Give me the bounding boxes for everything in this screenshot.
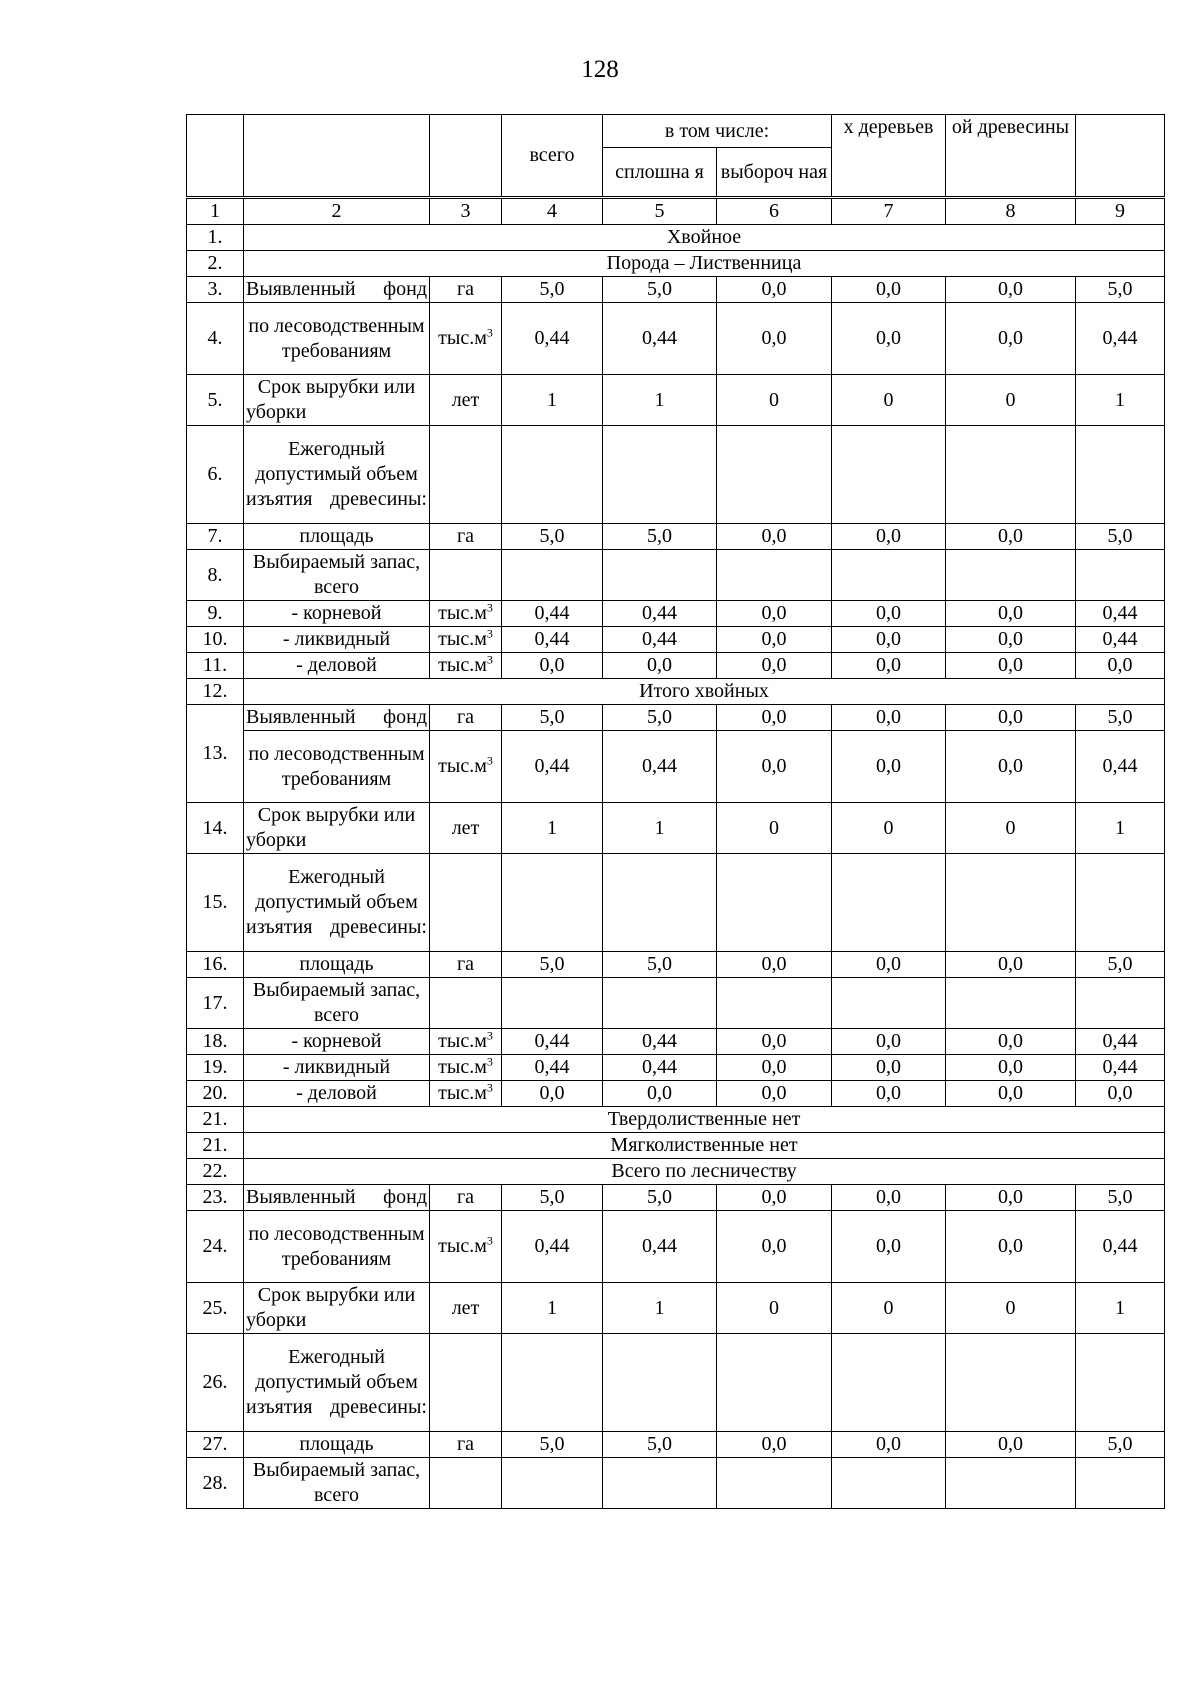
row-label: Выбираемый запас, всего: [244, 1458, 430, 1509]
header-col3-blank: [430, 115, 502, 198]
value-cell: 0,44: [603, 1055, 717, 1081]
unit-cell: [430, 854, 502, 952]
value-cell: 1: [603, 375, 717, 426]
unit-text: тыс.м: [438, 1235, 487, 1257]
value-cell: 0,44: [1076, 627, 1165, 653]
value-cell: 0,0: [717, 627, 832, 653]
value-cell: 0,0: [946, 705, 1076, 731]
header-col9-blank: [1076, 115, 1165, 198]
unit-cell: [430, 978, 502, 1029]
row-label: - ликвидный: [244, 627, 430, 653]
column-number: 8: [946, 198, 1076, 225]
value-cell: 0,0: [946, 1029, 1076, 1055]
value-cell: 1: [603, 803, 717, 854]
value-cell: [946, 426, 1076, 524]
value-cell: [946, 1334, 1076, 1432]
value-cell: 0: [946, 1283, 1076, 1334]
value-cell: 0,0: [832, 731, 946, 803]
value-cell: [832, 1334, 946, 1432]
value-cell: 5,0: [603, 952, 717, 978]
unit-text: тыс.м: [438, 654, 487, 676]
value-cell: 0,0: [946, 1211, 1076, 1283]
value-cell: 0,0: [946, 303, 1076, 375]
value-cell: 0: [946, 803, 1076, 854]
value-cell: 0: [717, 375, 832, 426]
table-row: [187, 524, 1165, 550]
table-row: [187, 1432, 1165, 1458]
unit-cell: [430, 803, 502, 854]
value-cell: 1: [502, 803, 603, 854]
row-label: площадь: [244, 524, 430, 550]
value-cell: 0,0: [832, 952, 946, 978]
value-cell: 0,44: [1076, 731, 1165, 803]
unit-cell: [430, 1458, 502, 1509]
value-cell: [717, 854, 832, 952]
value-cell: 5,0: [502, 524, 603, 550]
value-cell: 1: [1076, 803, 1165, 854]
value-cell: [603, 1334, 717, 1432]
row-number: 6.: [187, 426, 244, 524]
column-number: 5: [603, 198, 717, 225]
value-cell: 0: [832, 803, 946, 854]
value-cell: 0,0: [946, 731, 1076, 803]
row-number: 16.: [187, 952, 244, 978]
value-cell: 5,0: [1076, 277, 1165, 303]
value-cell: 5,0: [1076, 1185, 1165, 1211]
section-row: [187, 225, 1165, 251]
column-number: 7: [832, 198, 946, 225]
unit-text: лет: [451, 1296, 480, 1319]
value-cell: 0,44: [603, 731, 717, 803]
row-label: Выявленный фонд: [244, 277, 430, 303]
unit-cell: га: [430, 1185, 502, 1211]
column-number: 9: [1076, 198, 1165, 225]
row-number: 1.: [187, 225, 244, 251]
row-number: 28.: [187, 1458, 244, 1509]
value-cell: 0,44: [1076, 1211, 1165, 1283]
value-cell: 0,0: [946, 524, 1076, 550]
value-cell: 0,44: [502, 1055, 603, 1081]
table-row: [187, 731, 1165, 803]
value-cell: [502, 426, 603, 524]
row-number: 8.: [187, 550, 244, 601]
value-cell: 5,0: [502, 1432, 603, 1458]
header-col7: х деревьев: [832, 115, 946, 198]
value-cell: 0,44: [603, 1029, 717, 1055]
value-cell: 5,0: [502, 952, 603, 978]
unit-text: тыс.м: [438, 1056, 487, 1078]
row-label: Срок вырубки или уборки: [244, 375, 430, 426]
value-cell: 0,0: [717, 952, 832, 978]
value-cell: 1: [1076, 1283, 1165, 1334]
unit-text: тыс.м: [438, 628, 487, 650]
value-cell: 5,0: [502, 1185, 603, 1211]
unit-cell: [430, 1283, 502, 1334]
table-row: [187, 601, 1165, 627]
value-cell: 0,0: [717, 1029, 832, 1055]
value-cell: 5,0: [603, 1432, 717, 1458]
value-cell: [1076, 426, 1165, 524]
row-number: 9.: [187, 601, 244, 627]
row-label: по лесоводственным требованиям: [244, 1211, 430, 1283]
value-cell: 0,0: [717, 303, 832, 375]
row-number: 18.: [187, 1029, 244, 1055]
value-cell: [832, 550, 946, 601]
row-label: Ежегодный допустимый объем изъятия древесины:: [244, 426, 430, 524]
value-cell: [502, 978, 603, 1029]
value-cell: 0,0: [832, 524, 946, 550]
value-cell: 0,0: [1076, 1081, 1165, 1107]
table-row: [187, 550, 1165, 601]
value-cell: [1076, 1458, 1165, 1509]
value-cell: 0,0: [717, 277, 832, 303]
row-number: 2.: [187, 251, 244, 277]
value-cell: [832, 1458, 946, 1509]
table-row: [187, 1055, 1165, 1081]
unit-cell: га: [430, 277, 502, 303]
unit-text: тыс.м: [438, 1082, 487, 1104]
value-cell: 0,0: [946, 1055, 1076, 1081]
unit-cell: $тыс.м^3$: [430, 1029, 502, 1055]
row-label: - деловой: [244, 653, 430, 679]
table-row: [187, 1185, 1165, 1211]
row-label: по лесоводственным требованиям: [244, 303, 430, 375]
value-cell: 0,44: [603, 1211, 717, 1283]
value-cell: [1076, 854, 1165, 952]
value-cell: 0,0: [832, 1211, 946, 1283]
row-number: 5.: [187, 375, 244, 426]
value-cell: 0,0: [717, 1211, 832, 1283]
unit-cell: [430, 524, 502, 550]
column-number: 3: [430, 198, 502, 225]
unit-cell: [430, 426, 502, 524]
value-cell: [603, 1458, 717, 1509]
value-cell: 0,0: [717, 1055, 832, 1081]
row-label: Выявленный фонд: [244, 1185, 430, 1211]
row-label: - корневой: [244, 1029, 430, 1055]
table-row: [187, 426, 1165, 524]
value-cell: [717, 978, 832, 1029]
table-row: [187, 803, 1165, 854]
value-cell: 5,0: [603, 1185, 717, 1211]
value-cell: [603, 426, 717, 524]
value-cell: 0,0: [717, 653, 832, 679]
value-cell: 0,44: [502, 731, 603, 803]
value-cell: 0,44: [1076, 1055, 1165, 1081]
value-cell: 0,0: [832, 1432, 946, 1458]
value-cell: [502, 1458, 603, 1509]
unit-cell: га: [430, 705, 502, 731]
table-row: [187, 277, 1165, 303]
row-label: по лесоводственным требованиям: [244, 731, 430, 803]
unit-cell: $тыс.м^3$: [430, 303, 502, 375]
row-label: площадь: [244, 1432, 430, 1458]
section-row: [187, 251, 1165, 277]
unit-text: тыс.м: [438, 327, 487, 349]
row-label: Выбираемый запас, всего: [244, 978, 430, 1029]
table-row: [187, 1081, 1165, 1107]
header-clear-cut: сплошна я: [603, 148, 717, 198]
row-number: 7.: [187, 524, 244, 550]
row-number: 24.: [187, 1211, 244, 1283]
section-row: [187, 1159, 1165, 1185]
unit-text: га: [456, 525, 475, 547]
value-cell: 0,0: [832, 277, 946, 303]
unit-text: лет: [451, 388, 480, 411]
value-cell: 0,0: [717, 705, 832, 731]
unit-cell: $тыс.м^3$: [430, 601, 502, 627]
value-cell: 0,0: [717, 1185, 832, 1211]
table-row: [187, 1283, 1165, 1334]
value-cell: 0,0: [946, 653, 1076, 679]
row-number: 27.: [187, 1432, 244, 1458]
row-label: Ежегодный допустимый объем изъятия древесины:: [244, 854, 430, 952]
column-number: 1: [187, 198, 244, 225]
row-number: 11.: [187, 653, 244, 679]
section-row: [187, 1107, 1165, 1133]
section-title: Хвойное: [244, 225, 1165, 251]
value-cell: 0,44: [603, 601, 717, 627]
value-cell: 5,0: [1076, 524, 1165, 550]
value-cell: [946, 978, 1076, 1029]
value-cell: 0,44: [1076, 303, 1165, 375]
value-cell: 0: [946, 375, 1076, 426]
value-cell: 5,0: [1076, 705, 1165, 731]
value-cell: 0,0: [603, 1081, 717, 1107]
header-col8: ой древесины: [946, 115, 1076, 198]
value-cell: 1: [1076, 375, 1165, 426]
value-cell: 0,0: [946, 952, 1076, 978]
value-cell: 0,0: [502, 1081, 603, 1107]
header-col2-blank: [244, 115, 430, 198]
table-row: [187, 854, 1165, 952]
row-number: 14.: [187, 803, 244, 854]
table-row: [187, 1029, 1165, 1055]
value-cell: [832, 978, 946, 1029]
table-row: [187, 978, 1165, 1029]
unit-cell: [430, 550, 502, 601]
table-row: [187, 1334, 1165, 1432]
column-number: 4: [502, 198, 603, 225]
table-row: [187, 627, 1165, 653]
value-cell: [832, 854, 946, 952]
forest-fund-table: [186, 114, 1165, 1509]
value-cell: 0,44: [1076, 601, 1165, 627]
table-row: [187, 375, 1165, 426]
value-cell: 0,44: [502, 1211, 603, 1283]
unit-cell: [430, 375, 502, 426]
value-cell: 0,0: [832, 653, 946, 679]
header-including: в том числе:: [603, 115, 832, 148]
value-cell: [832, 426, 946, 524]
row-number: 23.: [187, 1185, 244, 1211]
value-cell: 0,0: [832, 1055, 946, 1081]
value-cell: 0,0: [946, 601, 1076, 627]
value-cell: [603, 978, 717, 1029]
unit-cell: [430, 1334, 502, 1432]
value-cell: 0,0: [946, 1081, 1076, 1107]
row-number: 20.: [187, 1081, 244, 1107]
table-row: [187, 952, 1165, 978]
value-cell: [1076, 1334, 1165, 1432]
value-cell: [1076, 550, 1165, 601]
unit-cell: $тыс.м^3$: [430, 1081, 502, 1107]
value-cell: 5,0: [502, 705, 603, 731]
value-cell: 0: [832, 375, 946, 426]
value-cell: [946, 550, 1076, 601]
section-title: Порода – Лиственница: [244, 251, 1165, 277]
table-row: [187, 705, 1165, 731]
value-cell: 0,0: [832, 303, 946, 375]
value-cell: 0,0: [717, 601, 832, 627]
row-number: 21.: [187, 1133, 244, 1159]
value-cell: 0,44: [502, 303, 603, 375]
column-number: 6: [717, 198, 832, 225]
value-cell: 0: [717, 803, 832, 854]
value-cell: 0,0: [717, 1432, 832, 1458]
unit-text: тыс.м: [438, 755, 487, 777]
header-col1-blank: [187, 115, 244, 198]
table-row: [187, 1458, 1165, 1509]
row-label: Срок вырубки или уборки: [244, 1283, 430, 1334]
value-cell: [946, 1458, 1076, 1509]
unit-cell: $тыс.м^3$: [430, 627, 502, 653]
value-cell: 0,0: [946, 627, 1076, 653]
row-label: Ежегодный допустимый объем изъятия древесины:: [244, 1334, 430, 1432]
value-cell: 0,0: [946, 1185, 1076, 1211]
unit-cell: [430, 952, 502, 978]
unit-text: га: [456, 1433, 475, 1455]
row-number: 22.: [187, 1159, 244, 1185]
row-number: 21.: [187, 1107, 244, 1133]
value-cell: [603, 550, 717, 601]
row-number: 26.: [187, 1334, 244, 1432]
row-label: Выбираемый запас, всего: [244, 550, 430, 601]
unit-cell: $тыс.м^3$: [430, 653, 502, 679]
value-cell: 0,0: [832, 627, 946, 653]
value-cell: [717, 550, 832, 601]
value-cell: 0,0: [946, 277, 1076, 303]
header-selective: выбороч ная: [717, 148, 832, 198]
column-number: 2: [244, 198, 430, 225]
unit-cell: $тыс.м^3$: [430, 1055, 502, 1081]
section-title: Твердолиственные нет: [244, 1107, 1165, 1133]
value-cell: 0: [832, 1283, 946, 1334]
row-number: 13.: [187, 705, 244, 803]
value-cell: 0,0: [832, 705, 946, 731]
value-cell: 0,0: [946, 1432, 1076, 1458]
row-number: 10.: [187, 627, 244, 653]
section-row: [187, 679, 1165, 705]
row-number: 3.: [187, 277, 244, 303]
value-cell: 0,0: [832, 1185, 946, 1211]
unit-text: га: [456, 953, 475, 975]
section-title: Мягколиственные нет: [244, 1133, 1165, 1159]
value-cell: [502, 550, 603, 601]
value-cell: [717, 1458, 832, 1509]
value-cell: 0,44: [502, 601, 603, 627]
value-cell: 0,44: [502, 627, 603, 653]
section-row: [187, 1133, 1165, 1159]
value-cell: 5,0: [603, 705, 717, 731]
value-cell: 0,44: [603, 627, 717, 653]
value-cell: [717, 1334, 832, 1432]
value-cell: 0,0: [832, 1029, 946, 1055]
value-cell: 0: [717, 1283, 832, 1334]
unit-text: тыс.м: [438, 1030, 487, 1052]
row-label: Выявленный фонд: [244, 705, 430, 731]
value-cell: [1076, 978, 1165, 1029]
row-number: 19.: [187, 1055, 244, 1081]
unit-cell: $тыс.м^3$: [430, 1211, 502, 1283]
row-label: - корневой: [244, 601, 430, 627]
unit-cell: $тыс.м^3$: [430, 731, 502, 803]
value-cell: 1: [502, 1283, 603, 1334]
value-cell: 5,0: [502, 277, 603, 303]
value-cell: [502, 854, 603, 952]
table-row: [187, 303, 1165, 375]
value-cell: 0,0: [502, 653, 603, 679]
value-cell: [717, 426, 832, 524]
value-cell: 0,0: [717, 1081, 832, 1107]
value-cell: 1: [603, 1283, 717, 1334]
row-label: площадь: [244, 952, 430, 978]
value-cell: [603, 854, 717, 952]
value-cell: 5,0: [603, 524, 717, 550]
value-cell: 0,0: [1076, 653, 1165, 679]
unit-text: тыс.м: [438, 602, 487, 624]
value-cell: [502, 1334, 603, 1432]
value-cell: 0,0: [832, 601, 946, 627]
value-cell: 1: [502, 375, 603, 426]
row-number: 15.: [187, 854, 244, 952]
row-number: 12.: [187, 679, 244, 705]
section-title: Всего по лесничеству: [244, 1159, 1165, 1185]
value-cell: 5,0: [1076, 1432, 1165, 1458]
value-cell: 0,44: [502, 1029, 603, 1055]
value-cell: 0,0: [603, 653, 717, 679]
value-cell: 0,0: [832, 1081, 946, 1107]
row-label: - деловой: [244, 1081, 430, 1107]
section-title: Итого хвойных: [244, 679, 1165, 705]
page-number: 128: [581, 56, 619, 83]
table-row: [187, 1211, 1165, 1283]
value-cell: 5,0: [1076, 952, 1165, 978]
value-cell: 5,0: [603, 277, 717, 303]
row-number: 25.: [187, 1283, 244, 1334]
row-label: - ликвидный: [244, 1055, 430, 1081]
row-label: Срок вырубки или уборки: [244, 803, 430, 854]
table-row: [187, 653, 1165, 679]
row-number: 4.: [187, 303, 244, 375]
unit-text: лет: [451, 816, 480, 839]
value-cell: 0,44: [1076, 1029, 1165, 1055]
unit-cell: [430, 1432, 502, 1458]
value-cell: 0,0: [717, 524, 832, 550]
header-total: всего: [502, 115, 603, 198]
value-cell: 0,44: [603, 303, 717, 375]
value-cell: [946, 854, 1076, 952]
value-cell: 0,0: [717, 731, 832, 803]
row-number: 17.: [187, 978, 244, 1029]
